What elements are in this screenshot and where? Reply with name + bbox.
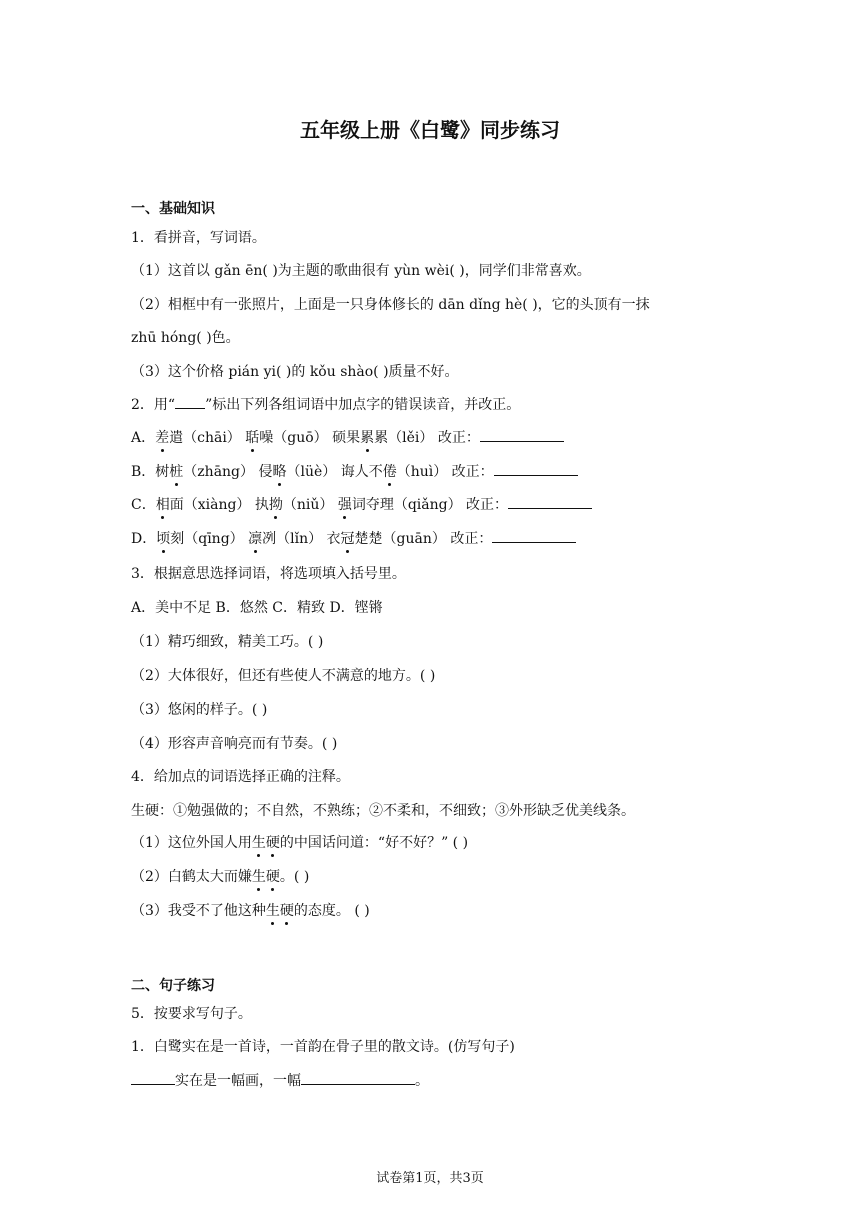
q5-text: 。 [415, 1073, 429, 1089]
dotted-char: 生 [252, 866, 266, 886]
dotted-char: 硬 [266, 866, 280, 886]
dotted-char: 硬 [266, 832, 280, 852]
dotted-char: 冠 [341, 528, 355, 548]
q1-line-3: zhū hóng( )色。 [131, 330, 240, 346]
dotted-char: 强 [338, 494, 352, 514]
answer-blank[interactable] [494, 461, 578, 476]
q5-stem: 5．按要求写句子。 [131, 1006, 252, 1022]
q2-option-a [131, 427, 564, 447]
dotted-char: 倦 [383, 461, 397, 481]
option-text: （zhāng） 侵 [183, 464, 273, 480]
option-text: 遣（chāi） [169, 430, 246, 446]
q4-stem: 4．给加点的词语选择正确的注释。 [131, 769, 350, 785]
q4-definition: 生硬：①勉强做的；不自然，不熟练；②不柔和，不细致；③外形缺乏优美线条。 [131, 803, 635, 819]
q4-text: 的中国话问道：“好不好？” ( ) [279, 835, 469, 851]
dotted-char: 拗 [269, 494, 283, 514]
q3-line-4: （4）形容声音响亮而有节奏。( ) [131, 736, 338, 752]
q4-text: （2）白鹤太大而嫌 [131, 869, 252, 885]
option-text: （huì） 改正： [396, 464, 494, 480]
option-label: C． [131, 497, 156, 513]
q1-line-4: （3）这个价格 pián yi( )的 kǒu shào( )质量不好。 [131, 364, 459, 380]
answer-blank[interactable] [508, 494, 592, 509]
dotted-char: 相 [156, 494, 170, 514]
dotted-char: 硬 [280, 900, 294, 920]
dotted-char: 顷 [156, 528, 170, 548]
option-label: A． [131, 430, 156, 446]
q1-line-2: （2）相框中有一张照片，上面是一只身体修长的 dān dǐng hè( )，它的头顶有一抹 [131, 297, 650, 313]
dotted-char: 生 [252, 832, 266, 852]
dotted-char: 凛 [248, 528, 262, 548]
page-title: 五年级上册《白鹭》同步练习 [300, 118, 560, 142]
page-footer: 试卷第1页，共3页 [376, 1171, 484, 1186]
q4-text: 。( ) [279, 869, 310, 885]
answer-blank[interactable] [131, 1070, 175, 1085]
option-text: （lüè） 诲人不 [286, 464, 383, 480]
option-text: 楚楚（guān） 改正： [354, 531, 493, 547]
q2-stem-pre: 2．用“ [131, 397, 176, 413]
q2-option-c [131, 494, 592, 514]
answer-blank[interactable] [492, 528, 576, 543]
answer-blank[interactable] [480, 427, 564, 442]
q2-underline-sample [175, 394, 205, 409]
q2-stem-post: ”标出下列各组词语中加点字的错误读音，并改正。 [205, 397, 521, 413]
dotted-char: 累 [360, 427, 374, 447]
q5-text: 实在是一幅画，一幅 [175, 1073, 301, 1089]
q3-line-3: （3）悠闲的样子。( ) [131, 702, 268, 718]
q2-stem [131, 394, 520, 414]
q1-stem: 1．看拼音，写词语。 [131, 230, 266, 246]
option-text: （niǔ） [282, 497, 338, 513]
dotted-char: 桩 [169, 461, 183, 481]
dotted-char: 生 [266, 900, 280, 920]
q2-option-b [131, 461, 578, 481]
q3-line-2: （2）大体很好，但还有些使人不满意的地方。( ) [131, 668, 436, 684]
section-heading-sentence: 二、句子练习 [131, 978, 215, 994]
option-text: 面（xiàng） 执 [169, 497, 269, 513]
dotted-char: 聒 [245, 427, 259, 447]
q1-line-1: （1）这首以 gǎn ēn( )为主题的歌曲很有 yùn wèi( )，同学们非常喜欢。 [131, 263, 591, 279]
dotted-char: 略 [272, 461, 286, 481]
q4-line-3 [131, 900, 370, 920]
q5-line-1: 1．白鹭实在是一首诗，一首韵在骨子里的散文诗。(仿写句子) [131, 1039, 515, 1055]
option-label: D． [131, 531, 157, 547]
option-label: B．树 [131, 464, 170, 480]
q3-line-1: （1）精巧细致，精美工巧。( ) [131, 634, 324, 650]
option-text: 冽（lǐn） 衣 [262, 531, 341, 547]
dotted-char: 差 [155, 427, 169, 447]
q4-text: 的态度。 ( ) [293, 903, 370, 919]
option-text: 词夺理（qiǎng） 改正： [351, 497, 509, 513]
option-text: 累（lěi） 改正： [374, 430, 480, 446]
section-heading-basic: 一、基础知识 [131, 201, 215, 217]
answer-blank[interactable] [301, 1070, 415, 1085]
q3-stem: 3．根据意思选择词语，将选项填入括号里。 [131, 566, 406, 582]
q3-options: A．美中不足 B．悠然 C．精致 D．铿锵 [131, 600, 383, 616]
q4-line-1 [131, 832, 468, 852]
option-text: 刻（qīng） [170, 531, 249, 547]
option-text: 噪（guō） 硕果 [259, 430, 361, 446]
q5-line-2 [131, 1070, 429, 1090]
q4-line-2 [131, 866, 309, 886]
q4-text: （1）这位外国人用 [131, 835, 252, 851]
q2-option-d [131, 528, 576, 548]
q4-text: （3）我受不了他这种 [131, 903, 266, 919]
